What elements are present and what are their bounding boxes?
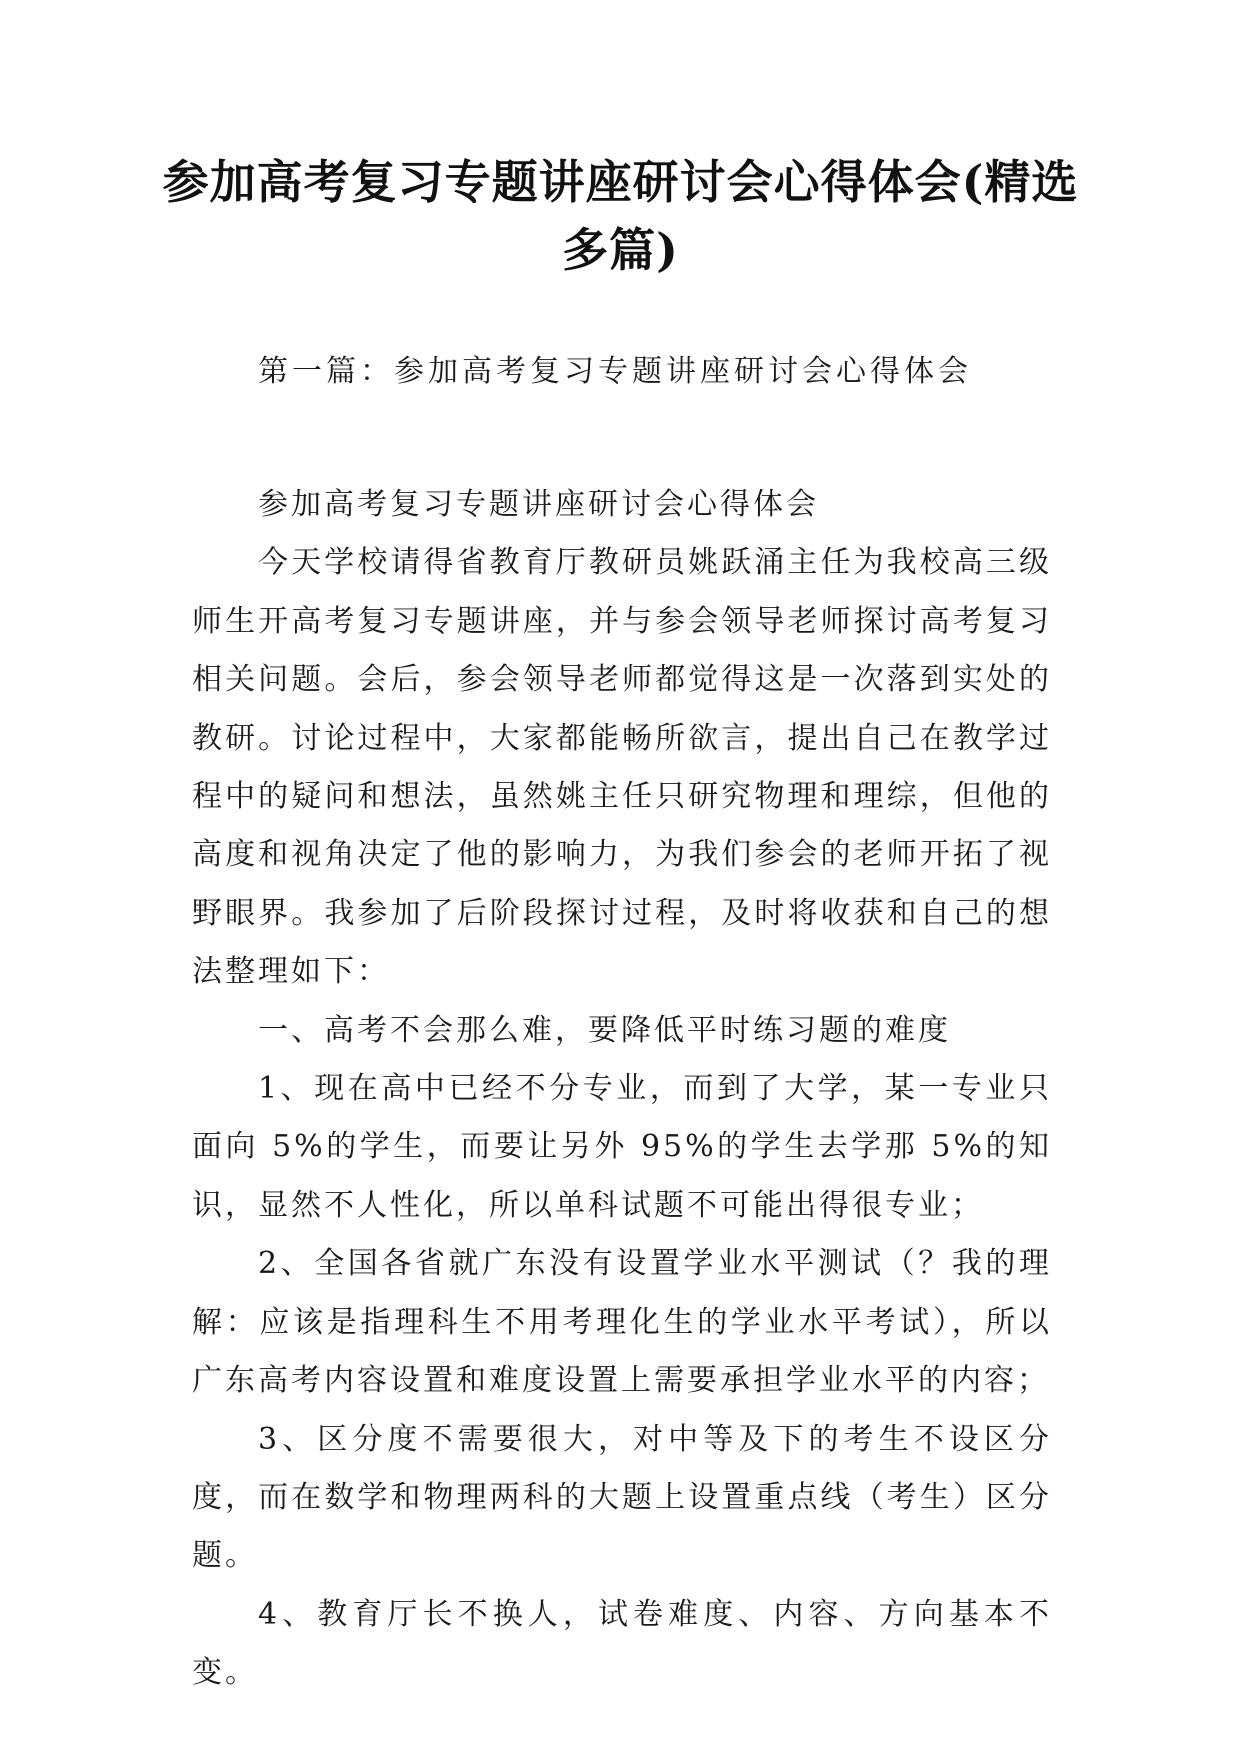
paragraph-item-3: 3、区分度不需要很大，对中等及下的考生不设区分度，而在数学和物理两科的大题上设置重点线（考生）区分题。 xyxy=(192,1421,1052,1574)
paragraph-point-heading: 一、高考不会那么难，要降低平时练习题的难度 xyxy=(258,1012,951,1048)
paragraph-intro: 今天学校请得省教育厅教研员姚跃涌主任为我校高三级师生开高考复习专题讲座，并与参会领导老师探讨高考复习相关问题。会后，参会领导老师都觉得这是一次落到实处的教研。讨论过程中，大家都能畅所欲言，提出自己在教学过程中的疑问和想法，虽然姚主任只研究物理和理综，但他的高度和视角决定了他的影响力，为我们参会的老师开拓了视野眼界。我参加了后阶段探讨过程，及时将收获和自己的想法整理如下： xyxy=(192,545,1052,990)
paragraph-subtitle: 参加高考复习专题讲座研讨会心得体会 xyxy=(258,487,819,522)
paragraph-item-2: 2、全国各省就广东没有设置学业水平测试（？我的理解：应该是指理科生不用考理化生的学业水平考试），所以广东高考内容设置和难度设置上需要承担学业水平的内容； xyxy=(192,1246,1052,1399)
document-title: 参加高考复习专题讲座研讨会心得体会(精选多篇) xyxy=(162,155,1079,277)
paragraph-item-1: 1、现在高中已经不分专业，而到了大学，某一专业只面向 5%的学生，而要让另外 95%的学生去学那 5%的知识，显然不人性化，所以单科试题不可能出得很专业； xyxy=(192,1071,1052,1223)
paragraph-item-4: 4、教育厅长不换人，试卷难度、内容、方向基本不变。 xyxy=(192,1596,1052,1691)
section-heading: 第一篇：参加高考复习专题讲座研讨会心得体会 xyxy=(258,354,972,389)
document-body xyxy=(192,476,1052,1703)
